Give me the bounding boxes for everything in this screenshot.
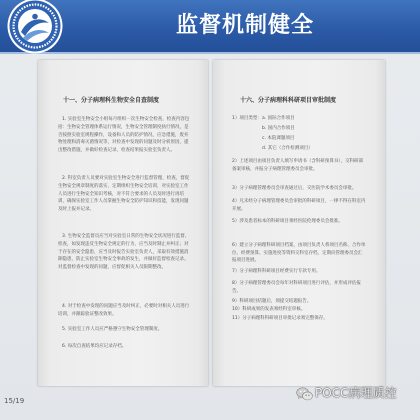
document-heading: 十一、分子病理科生物安全自查制度 bbox=[63, 97, 160, 104]
document-list-item: 4）凡未经分子病理管理委员会审批的科研项目，一律不得在科室内开展。 bbox=[232, 199, 366, 213]
document-list-item: 7）分子病理科科研项目经费实行专款专用。 bbox=[232, 269, 321, 275]
project-type-option: a. 国际合作项目 bbox=[262, 116, 295, 121]
document-page-left bbox=[38, 60, 208, 386]
document-body bbox=[58, 97, 192, 351]
document-list-item: 2）上述项目由项目负责人填写申请书（含科研预算书），交科研部备案审核，并报分子病理管理委员会审批。 bbox=[232, 159, 364, 172]
document-list-item: 5）涉及患者标本的科研项目须经医院伦理委员会批准。 bbox=[232, 218, 343, 224]
document-paragraph: 5. 实验室工作人员应严格遵守生物安全管理制度。 bbox=[62, 326, 163, 332]
project-type-option: b. 国内合作项目 bbox=[262, 126, 295, 131]
document-list-item: 10）科研成果的发表须经科室审核。 bbox=[232, 307, 306, 313]
document-list-item: 11）分子病理科科研项目审批记录须完整保存。 bbox=[232, 316, 328, 322]
document-paragraph: 3. 生物安全监督员应当对实验室日常的生物安全状况进行监督、检查，如发现违反生物安全规定的行为，应当及时制止并纠正；对于存在的安全隐患，应当及时报告实验室负责人，采取有效措施消除隐患，防止实验室生物安全事故的发生，并做好监督检查记录。对监督检查中发现的问题，应督促相关人员限期整改。 bbox=[58, 233, 190, 271]
document-list-item: 3）分子病理管理委员会审查通过后，交医院学术委员会审批。 bbox=[232, 185, 357, 191]
watermark-text: POCC病理质控 bbox=[315, 386, 397, 400]
document-paragraph: 6. 每次自查结果均应记录存档。 bbox=[62, 344, 127, 350]
slide-page-indicator: 15/19 bbox=[4, 397, 25, 405]
project-type-option: d. 其它（合作检测项目） bbox=[262, 146, 313, 151]
institution-logo-icon bbox=[6, 0, 64, 55]
document-list-item: 8）分子病理管理委员会每年对科研项目进行评估，并形成评估报告。 bbox=[232, 280, 361, 294]
document-heading: 十六、分子病理科科研项目审批制度 bbox=[240, 97, 337, 104]
document-paragraph: 1. 实验室生物安全小组每月组织一次生物安全检查，检查内容包括：生物安全管理体系运行情况，生物安全管理制度执行情况，是否按照实验室规程操作，设备和人员的防护情况，应急措施，废弃物处理和消毒灭菌情况等，对检查中发现的问题及时分析原因，提出整改措施，并做好检查记录，检查结果报实验室负责人。 bbox=[58, 117, 190, 154]
document-page-right bbox=[213, 60, 385, 386]
project-types-label: 1）项目类型： bbox=[232, 116, 262, 121]
project-types-item bbox=[232, 114, 366, 154]
project-types-list bbox=[262, 114, 313, 154]
document-list-item: 9）科研项目结题后，须提交结题报告。 bbox=[232, 298, 312, 304]
document-list-item: 6）建立分子病理科研项目档案，由项目负责人将项目名称、合作单位、经费预算、实施进度等资料交科室存档，定期向管理委员会汇报项目进展。 bbox=[232, 242, 366, 264]
document-body bbox=[232, 97, 366, 323]
document-paragraph: 4. 对于检查中发现的问题应当及时纠正，必要时对相关人员进行培训，并跟踪验证整改效果。 bbox=[58, 303, 190, 317]
wechat-icon bbox=[296, 387, 313, 401]
slide-title: 监督机制健全 bbox=[176, 13, 315, 38]
project-type-option: c. 本院课题项目 bbox=[262, 136, 295, 141]
document-paragraph: 2. 科室负责人员要对实验室生物安全进行监督管理，检查，督促生物安全规章制度的落实，定期组织生物安全培训，对实验室工作人员进行生物安全知识考核，对不符合要求的人员及时进行再培训，确保实验室工作人员掌握生物安全防护知识和技能，发现问题及时上报并记录。 bbox=[58, 175, 190, 213]
